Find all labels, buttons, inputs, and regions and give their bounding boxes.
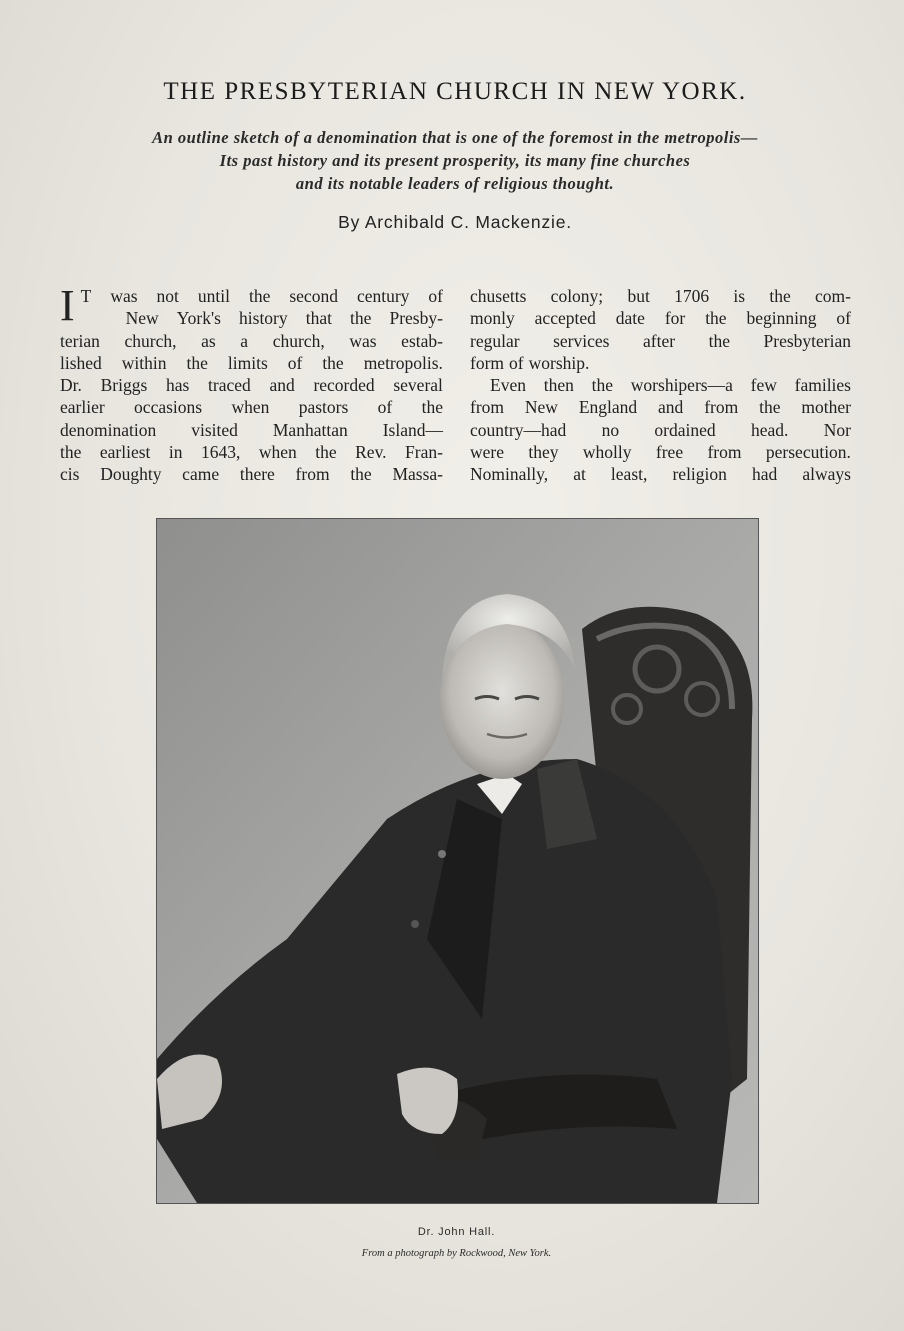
word: Manhattan xyxy=(272,419,348,440)
word: 1706 xyxy=(674,286,710,306)
word: beginning xyxy=(746,308,817,329)
text-line xyxy=(470,330,851,352)
word: T xyxy=(80,286,92,306)
word: there xyxy=(239,464,275,485)
word: Doughty xyxy=(100,464,162,485)
text-line xyxy=(470,419,851,441)
word: within xyxy=(121,352,167,373)
word: limits xyxy=(227,352,268,373)
word: date xyxy=(615,308,645,329)
text-line xyxy=(60,352,443,374)
word: in xyxy=(168,442,183,463)
word: second xyxy=(289,286,338,306)
text-line xyxy=(60,419,443,441)
word: persecution. xyxy=(765,442,851,463)
text-line xyxy=(60,330,443,352)
word: the xyxy=(591,375,614,396)
word: chusetts xyxy=(470,286,527,306)
word: Briggs xyxy=(100,375,148,396)
word: occasions xyxy=(134,397,203,418)
word: the xyxy=(350,308,372,329)
word: Massa- xyxy=(392,464,443,485)
word: Even xyxy=(490,375,526,396)
word: metropolis. xyxy=(363,352,443,373)
subtitle-line: An outline sketch of a denomination that is one of the foremost in the metropolis— xyxy=(152,128,758,147)
text-line xyxy=(470,396,851,418)
word: Dr. xyxy=(60,375,82,396)
word: the xyxy=(60,442,82,463)
word: when xyxy=(258,442,297,463)
word: of xyxy=(377,397,393,418)
word: recorded xyxy=(313,375,375,396)
word: families xyxy=(794,375,851,396)
word: cis xyxy=(60,464,80,485)
word: head. xyxy=(751,419,789,440)
word: is xyxy=(733,286,746,306)
word: Presbyterian xyxy=(763,330,851,351)
text-line xyxy=(470,352,851,374)
word: had xyxy=(752,464,778,485)
word: were xyxy=(470,442,505,463)
word: the xyxy=(350,464,372,485)
word: of xyxy=(836,308,851,329)
word: the xyxy=(708,330,730,351)
word: traced xyxy=(208,375,251,396)
word: earliest xyxy=(99,442,151,463)
word: from xyxy=(470,397,505,418)
drop-cap: I xyxy=(60,281,75,330)
word: came xyxy=(182,464,220,485)
word: several xyxy=(393,375,443,396)
word: that xyxy=(305,308,332,329)
word: Nominally, xyxy=(470,464,549,485)
word: visited xyxy=(191,419,238,440)
word: of xyxy=(509,352,524,373)
article-title: THE PRESBYTERIAN CHURCH IN NEW YORK. xyxy=(163,78,747,105)
word: the xyxy=(705,308,727,329)
subtitle-line: Its past history and its present prosperity, its many fine churches xyxy=(219,151,691,170)
word: New xyxy=(125,308,159,329)
word: church, xyxy=(272,330,325,351)
subtitle-line: and its notable leaders of religious thought. xyxy=(295,174,615,193)
portrait-photo xyxy=(156,518,759,1204)
word: Presby- xyxy=(389,308,443,329)
word: country—had xyxy=(470,419,567,440)
word: denomination xyxy=(60,419,157,440)
word: wholly xyxy=(582,442,632,463)
word: of xyxy=(428,286,443,306)
word: free xyxy=(655,442,684,463)
word: regular xyxy=(470,330,520,351)
word: at xyxy=(573,464,586,485)
word: least, xyxy=(610,464,648,485)
word: monly xyxy=(470,308,515,329)
text-line xyxy=(60,463,443,485)
text-line xyxy=(470,374,851,396)
word: estab- xyxy=(401,330,443,351)
word: when xyxy=(231,397,270,418)
word: as xyxy=(201,330,216,351)
text-line xyxy=(60,374,443,396)
word: until xyxy=(197,286,230,306)
word: worshipers—a xyxy=(630,375,733,396)
word: for xyxy=(664,308,686,329)
word: the xyxy=(315,442,337,463)
byline: By Archibald C. Mackenzie. xyxy=(338,212,572,232)
photo-credit: From a photograph by Rockwood, New York. xyxy=(361,1248,552,1259)
word: the xyxy=(769,286,791,306)
word: earlier xyxy=(60,397,105,418)
word: the xyxy=(421,397,443,418)
word: colony; xyxy=(550,286,604,306)
word: of xyxy=(287,352,303,373)
text-line xyxy=(470,307,851,329)
word: then xyxy=(543,375,574,396)
word: no xyxy=(601,419,620,440)
word: but xyxy=(627,286,650,306)
word: was xyxy=(349,330,377,351)
word: York's xyxy=(176,308,221,329)
word: religion xyxy=(672,464,727,485)
article-subtitle xyxy=(40,126,870,195)
word: services xyxy=(553,330,610,351)
text-line xyxy=(60,396,443,418)
word: ordained xyxy=(654,419,716,440)
word: Nor xyxy=(823,419,851,440)
word: New xyxy=(524,397,558,418)
word: history xyxy=(239,308,288,329)
text-line xyxy=(81,285,443,307)
text-line xyxy=(470,285,851,307)
right-column xyxy=(470,285,851,486)
word: Rev. xyxy=(355,442,387,463)
word: accepted xyxy=(534,308,596,329)
word: a xyxy=(240,330,249,351)
text-line xyxy=(60,441,443,463)
word: lished xyxy=(60,352,102,373)
word: not xyxy=(156,286,179,306)
article-header xyxy=(40,78,870,233)
word: church, xyxy=(124,330,177,351)
word: after xyxy=(643,330,676,351)
word: the xyxy=(322,352,344,373)
word: com- xyxy=(815,286,851,306)
word: Island— xyxy=(382,419,443,440)
word: was xyxy=(110,286,138,306)
word: has xyxy=(165,375,190,396)
word: and xyxy=(658,397,684,418)
word: England xyxy=(578,397,638,418)
word: they xyxy=(528,442,559,463)
word: the xyxy=(759,397,781,418)
text-line xyxy=(470,463,851,485)
word: form xyxy=(470,352,505,373)
word: mother xyxy=(801,397,851,418)
word: from xyxy=(707,442,742,463)
word: century xyxy=(356,286,410,306)
word: terian xyxy=(60,330,100,351)
word: from xyxy=(295,464,330,485)
word: 1643, xyxy=(201,442,241,463)
word: and xyxy=(269,375,295,396)
left-column xyxy=(60,281,443,486)
word: pastors xyxy=(298,397,349,418)
text-line xyxy=(470,441,851,463)
word: few xyxy=(750,375,777,396)
word: always xyxy=(802,464,851,485)
word: the xyxy=(248,286,271,306)
word: worship. xyxy=(528,352,590,373)
photo-caption: Dr. John Hall. xyxy=(417,1226,496,1238)
word: from xyxy=(704,397,739,418)
word: the xyxy=(186,352,208,373)
word: Fran- xyxy=(405,442,443,463)
text-line xyxy=(81,307,443,329)
